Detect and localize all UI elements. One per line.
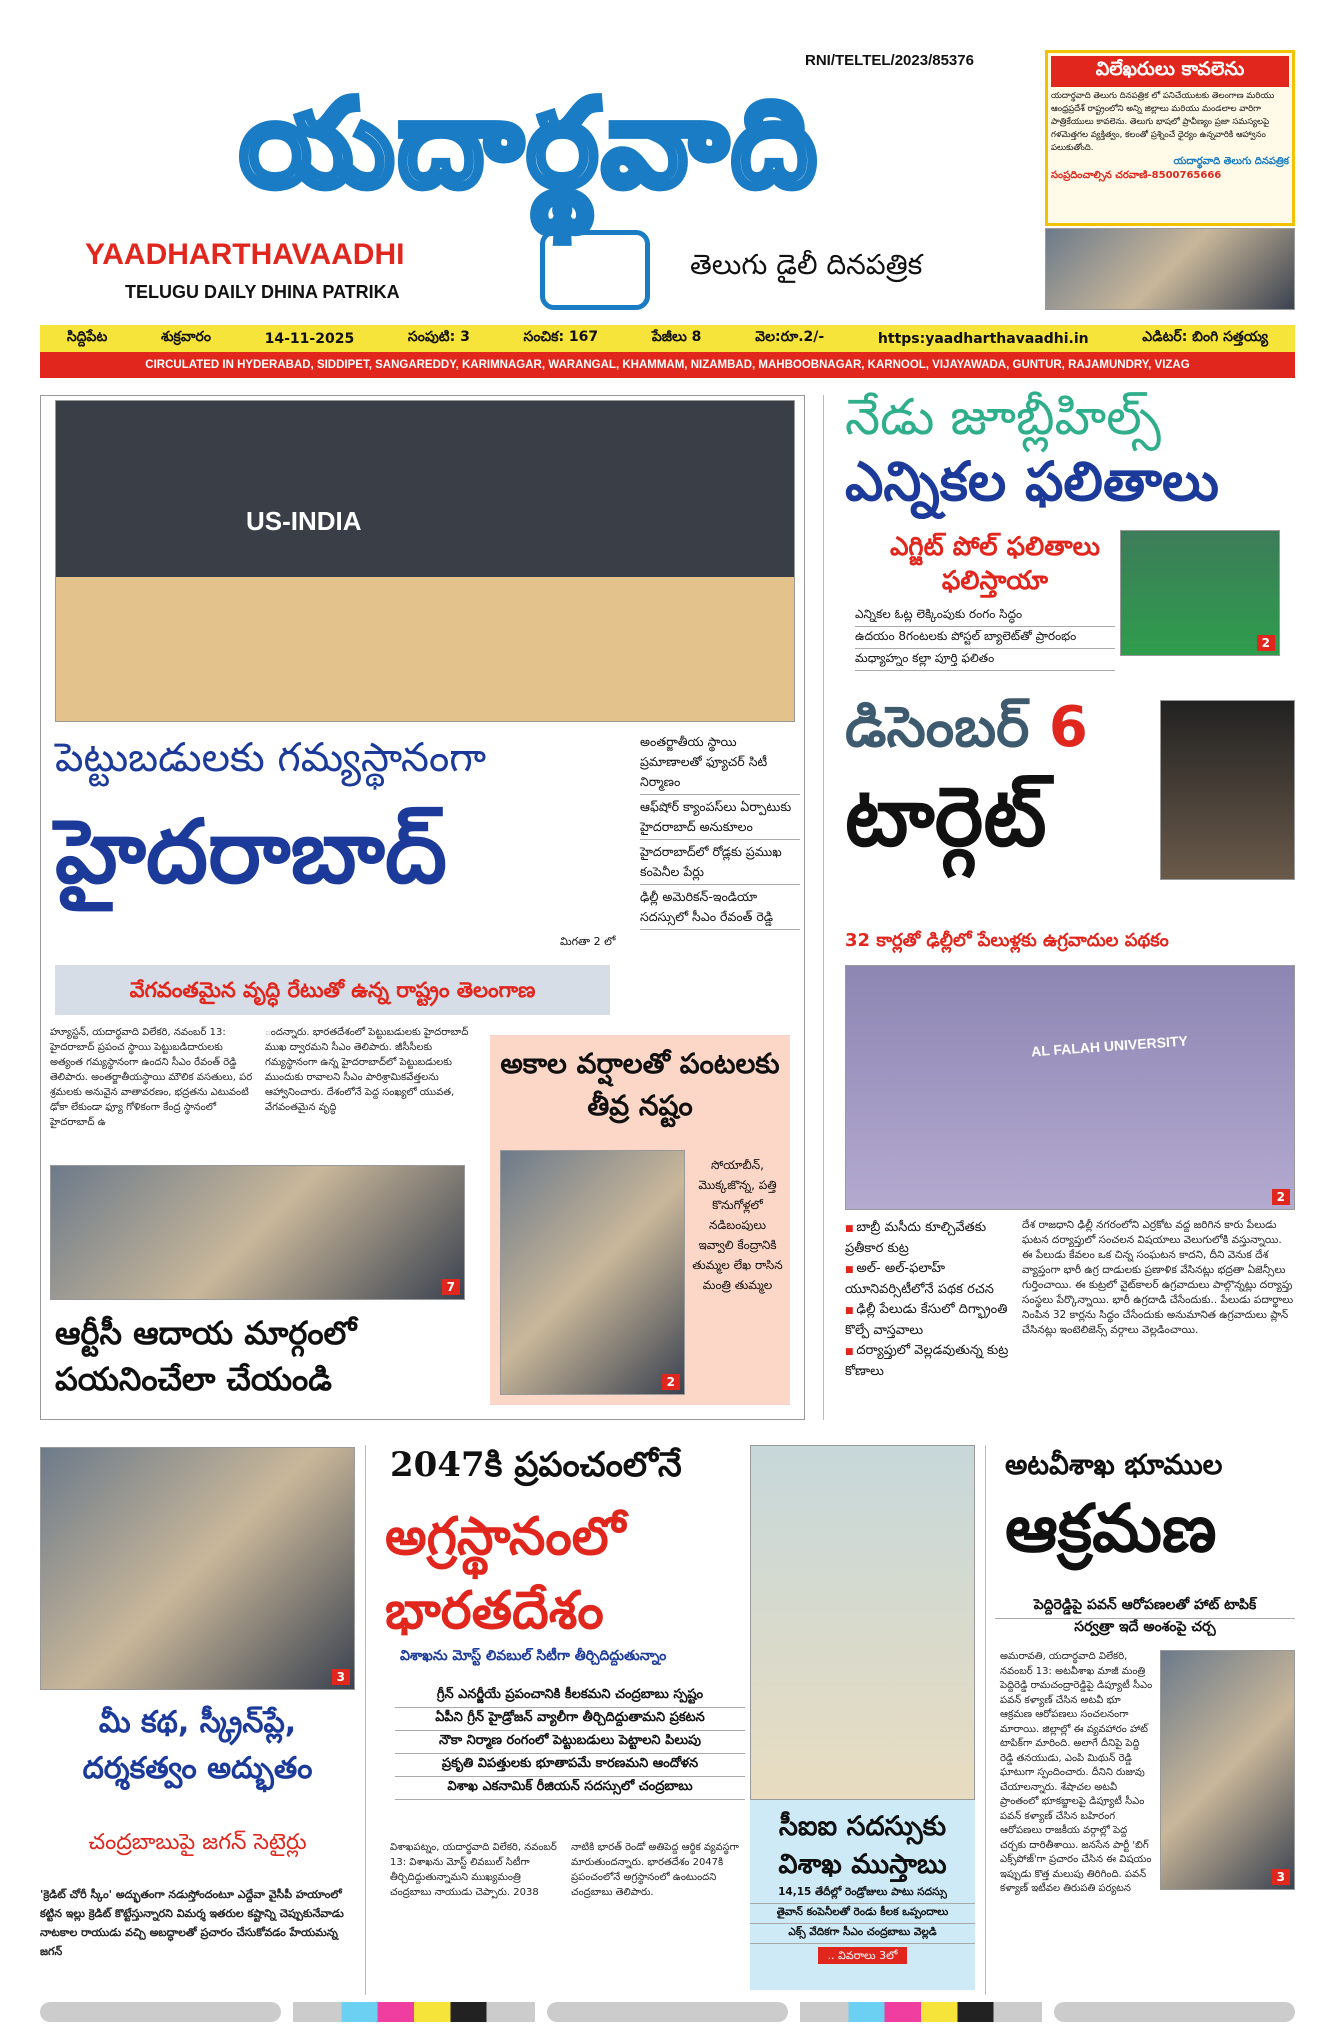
info-item: పేజీలు 8 xyxy=(651,329,702,345)
photo-banner-text: US-INDIA xyxy=(246,506,362,536)
print-color-strip xyxy=(40,2002,1295,2022)
minister-photo xyxy=(500,1150,685,1395)
info-item: సంచిక: 167 xyxy=(523,329,599,345)
ad-contact: సంప్రదించాల్సిన చరవాణి-8500765666 xyxy=(1051,170,1222,181)
ad-title: విలేఖరులు కావలెను xyxy=(1051,56,1289,87)
target-headline: టార్గెట్ xyxy=(845,770,1047,865)
cii-box xyxy=(750,1800,975,1990)
forest-headline: ఆక్రమణ xyxy=(1005,1490,1217,1567)
jagan-photo xyxy=(40,1447,355,1690)
university-sign: AL FALAH UNIVERSITY xyxy=(1030,1032,1189,1060)
ad-photo xyxy=(1045,228,1295,310)
page-ref: 2 xyxy=(1257,635,1275,651)
telugu-subtitle: తెలుగు డైలీ దినపత్రిక xyxy=(690,248,923,281)
blast-photo xyxy=(1160,700,1295,880)
reporters-wanted-ad xyxy=(1045,50,1295,226)
lead-body-col2: ందన్నారు. భారతదేశంలో పెట్టుబడులకు హైదరాబాద్ ముఖ ద్వారమని సీఎం తెలిపారు. జీసీసీలకు గమ్యస్థానంగా ఉన్న హైదరాబాద్‌లో పెట్టుబడులకు ముందుకు రావాలని సీఎం పారిశ్రామికవేత్తలను ఆహ్వానించారు. దేశంలోనే పెద్ద సంఖ్యలో యువత, వేగవంతమైన వృద్ధి xyxy=(265,1027,469,1113)
list-item: ఎక్స్ వేదికగా సీఎం చంద్రబాబు వెల్లడి xyxy=(750,1924,975,1944)
lead-photo xyxy=(55,400,795,722)
page-ref: 2 xyxy=(1272,1189,1290,1205)
ad-sign: యదార్థవాది తెలుగు దినపత్రిక xyxy=(1173,156,1289,167)
list-item: అంతర్జాతీయ స్థాయి ప్రమాణాలతో ఫ్యూచర్ సిటీ నిర్మాణం xyxy=(640,730,800,795)
circulation-bar: CIRCULATED IN HYDERABAD, SIDDIPET, SANGAREDDY, KARIMNAGAR, WARANGAL, KHAMMAM, NIZAMBAD, MAHBOOBNAGAR, KARNOOL, VIJAYAWADA, GUNTUR, RAJAMUNDRY, VIZAG xyxy=(40,352,1295,378)
rtc-headline: ఆర్టీసీ ఆదాయ మార్గంలో పయనించేలా చేయండి xyxy=(55,1314,357,1398)
delhi-body: దేశ రాజధాని ఢిల్లీ నగరంలోని ఎర్రకోట వద్ద జరిగిన కారు పేలుడు ఘటన దర్యాప్తులో సంచలన విషయాలు వెలుగులోకి వస్తున్నాయి. ఈ పేలుడు కేవలం ఒక చిన్న సంఘటన కాదని, దీని వెనుక దేశ వ్యాప్తంగా భారీ ఉగ్ర దాడులకు ప్రణాళిక వేసినట్లు భద్రతా ఏజెన్సీలు గుర్తించాయి. ఈ కుట్రలో వైట్‌కాలర్ ఉగ్రవాదులు పాల్గొన్నట్లు దర్యాప్తు సంస్థలు పేర్కొన్నాయి. భారీ ఉగ్రదాడి చేసేందుకు.. పేలుడు పదార్థాలు నింపిన 32 కార్లను సిద్ధం చేసేందుకు అనుమానిత ఉగ్రవాదులు ప్లాన్ చేసినట్లు ఇంటెలిజెన్స్ వర్గాలు వెల్లడించాయి. xyxy=(1022,1219,1294,1336)
list-item: ■ బాబ్రీ మసీదు కూల్చివేతకు ప్రతీకార కుట్ర xyxy=(845,1218,1015,1259)
jagan-body: 'క్రెడిట్ చోరీ స్కీం' అద్భుతంగా నడుస్తోందంటూ ఎద్దేవా వైసీపీ హయాంలో కట్టిన ఇల్లు క్రెడిట్ కొట్టేస్తున్నారని విమర్శ ఇతరుల కష్టాన్ని చెప్పుకునేవాడు నాటకాల రాయుడు వచ్చి అబద్ధాలతో ప్రచారం చేసుకోవడం హేయమన్న జగన్ xyxy=(40,1888,344,1958)
cm-photo xyxy=(750,1445,975,1800)
december-date: 6 xyxy=(1048,695,1088,760)
rain-summary: సోయాబీన్, మొక్కజొన్న, పత్తి కొనుగోళ్లలో నడిబంపులు ఇవ్వాలి కేంద్రానికి తుమ్మల లేఖ రాసిన మంత్రి తుమ్మల xyxy=(692,1158,783,1292)
column-divider xyxy=(823,395,824,1420)
cii-points xyxy=(750,1884,975,1944)
india2047-body: విశాఖపట్నం, యదార్థవాది విలేకరి, నవంబర్ 13: విశాఖను మోస్ట్ లివబుల్ సిటీగా తీర్చిదిద్దుతున్నామని ముఖ్యమంత్రి చంద్రబాబు నాయుడు చెప్పారు. 2038 నాటికి భారత్ రెండో అతిపెద్ద ఆర్థిక వ్యవస్థగా మారుతుందన్నారు. భారతదేశం 2047కి ప్రపంచంలోనే అగ్రస్థానంలో ఉంటుందని చంద్రబాబు తెలిపారు. xyxy=(390,1842,739,1898)
jubilee-line2: ఎన్నికల ఫలితాలు xyxy=(845,450,1219,513)
lead-continued: మిగతా 2 లో xyxy=(560,935,616,948)
english-name: YAADHARTHAVAADHI xyxy=(85,238,405,271)
list-item: తైవాన్ కంపెనీలతో రెండు కీలక ఒప్పందాలు xyxy=(750,1904,975,1924)
list-item: విశాఖ ఎకనామిక్ రీజియన్ సదస్సులో చంద్రబాబు xyxy=(395,1777,745,1800)
rain-headline: అకాల వర్షాలతో పంటలకు తీవ్ర నష్టం xyxy=(500,1047,780,1122)
list-item: ■ ఢిల్లీ పేలుడు కేసులో దిగ్భ్రాంతి కొల్పే వాస్తవాలు xyxy=(845,1300,1015,1341)
jagan-headline: మీ కథ, స్క్రీన్‌ప్లే, దర్శకత్వం అద్భుతం xyxy=(82,1705,313,1786)
university-photo xyxy=(845,965,1295,1210)
rtc-photo xyxy=(50,1165,465,1300)
india2047-kicker: 2047కి ప్రపంచంలోనే xyxy=(390,1445,682,1485)
india2047-points xyxy=(395,1685,745,1800)
december-kicker: డిసెంబర్ 6 xyxy=(845,695,1088,760)
counting-photo xyxy=(1120,530,1280,656)
list-item: ఉదయం 8గంటలకు పోస్టల్ బ్యాలెట్‌తో ప్రారంభం xyxy=(855,627,1115,649)
delhi-points xyxy=(845,1218,1015,1382)
column-divider xyxy=(365,1445,366,1995)
column-divider xyxy=(985,1445,986,1995)
forest-kicker: అటవీశాఖ భూముల xyxy=(1005,1448,1223,1481)
info-item: సంపుటి: 3 xyxy=(407,329,470,345)
info-item: సిద్దిపేట xyxy=(66,329,108,345)
list-item: నౌకా నిర్మాణ రంగంలో పెట్టుబడులు పెట్టాలని పిలుపు xyxy=(395,1731,745,1754)
list-item: 14,15 తేదీల్లో రెండ్రోజులు పాటు సదస్సు xyxy=(750,1884,975,1904)
info-item: ఎడిటర్: బింగి సత్తయ్య xyxy=(1142,329,1269,345)
masthead-logo: యదార్థవాది xyxy=(239,75,821,214)
delhi-subhead: 32 కార్లతో ఢిల్లీలో పేలుళ్లకు ఉగ్రవాదుల పథకం xyxy=(845,930,1169,951)
ad-body: యదార్థవాది తెలుగు దినపత్రిక లో పనిచేయుటకు తెలంగాణ మరియు ఆంధ్రప్రదేశ్ రాష్ట్రంలోని అన్ని జిల్లాలు మరియు మండలాల వారిగా పాత్రికేయులు కావలెను. తెలుగు భాషలో ప్రావీణ్యం ప్రజా సమస్యలపై గళమెత్తగల వ్యక్తిత్వం, కలంతో ప్రశ్నించే ధైర్యం ఉన్నవారికి ఆహ్వానం పలుకుతోంది. xyxy=(1051,91,1275,153)
page-ref: 7 xyxy=(442,1279,460,1295)
lead-body-col1: హ్యూస్టన్, యదార్థవాది విలేకరి, నవంబర్ 13: హైదరాబాద్ ప్రపంచ స్థాయి పెట్టుబడిదారులకు అత్యంత గమ్యస్థానంగా ఉందని సీఎం రేవంత్ రెడ్డి తెలిపారు. అంతర్జాతీయస్థాయి మౌలిక వసతులు, పర శ్రమలకు అనువైన వాతావరణం, భద్రతను ఎటువంటి ఢోకా లేకుండా ఫ్యూ గోళికంగా కేంద్ర స్థానంలో హైదరాబాద్ ఉ xyxy=(50,1027,253,1128)
list-item: ఎన్నికల ఓట్ల లెక్కింపుకు రంగం సిద్ధం xyxy=(855,605,1115,627)
info-bar xyxy=(40,325,1295,352)
india2047-subhead: విశాఖను మోస్ట్ లివబుల్ సిటీగా తీర్చిదిద్దుతున్నాం xyxy=(400,1648,667,1664)
info-item: 14-11-2025 xyxy=(264,330,355,347)
exit-poll-subhead: ఎగ్జిట్ పోల్ ఫలితాలు ఫలిస్తాయా xyxy=(889,532,1101,596)
lead-kicker: పెట్టుబడులకు గమ్యస్థానంగా xyxy=(55,735,487,781)
lead-subhead: వేగవంతమైన వృద్ధి రేటుతో ఉన్న రాష్ట్రం తెలంగాణ xyxy=(55,965,610,1015)
list-item: ప్రకృతి విపత్తులకు భూతాపమే కారణమని ఆందోళన xyxy=(395,1754,745,1777)
list-item: ఢిల్లీ అమెరికన్-ఇండియా సదస్సులో సీఎం రేవంత్ రెడ్డి xyxy=(640,885,800,930)
cii-headline: సీఐఐ సదస్సుకు విశాఖ ముస్తాబు xyxy=(778,1811,947,1880)
jagan-subhead: చంద్రబాబుపై జగన్ సెటైర్లు xyxy=(88,1830,307,1855)
list-item: హైదరాబాద్‌లో రోడ్లకు ప్రముఖ కంపెనీల పేర్లు xyxy=(640,840,800,885)
jubilee-points xyxy=(855,605,1115,671)
page-ref: 2 xyxy=(662,1374,680,1390)
list-item: మధ్యాహ్నం కల్లా పూర్తి ఫలితం xyxy=(855,649,1115,671)
info-item: https:yaadharthavaadhi.in xyxy=(877,330,1089,347)
forest-subheads: పెద్దిరెడ్డిపై పవన్ ఆరోపణలతో హాట్ టాపిక్ సర్వత్రా ఇదే అంశంపై చర్చ xyxy=(995,1595,1295,1638)
lead-headline: హైదరాబాద్ xyxy=(55,800,447,903)
logo-emblem-icon xyxy=(540,230,650,310)
lead-points xyxy=(640,730,800,930)
english-subtitle: TELUGU DAILY DHINA PATRIKA xyxy=(125,282,400,302)
india2047-headline: అగ్రస్థానంలో భారతదేశం xyxy=(385,1507,626,1641)
list-item: ఏపీని గ్రీన్ హైడ్రోజన్ వ్యాలీగా తీర్చిదిద్దుతామని ప్రకటన xyxy=(395,1708,745,1731)
rain-box xyxy=(490,1035,790,1405)
page-ref: 3 xyxy=(332,1669,350,1685)
list-item: ■ దర్యాప్తులో వెల్లడవుతున్న కుట్ర కోణాలు xyxy=(845,1341,1015,1382)
list-item: గ్రీన్ ఎనర్జీయే ప్రపంచానికి కీలకమని చంద్రబాబు స్పష్టం xyxy=(395,1685,745,1708)
cii-continued-link[interactable]: .. వివరాలు 3లో xyxy=(818,1947,908,1964)
rni-number: RNI/TELTEL/2023/85376 xyxy=(805,52,974,69)
list-item: ఆఫ్‌షోర్ క్యాంపస్‌లు ఏర్పాటుకు హైదరాబాద్ అనుకూలం xyxy=(640,795,800,840)
info-item: వెల:రూ.2/- xyxy=(755,329,825,345)
jubilee-line1: నేడు జూబ్లీహిల్స్ xyxy=(845,388,1161,446)
page-ref: 3 xyxy=(1272,1869,1290,1885)
forest-body: అమరావతి, యదార్థవాది విలేకరి, నవంబర్ 13: అటవీశాఖ మాజీ మంత్రి పెద్దిరెడ్డి రామచంద్రారెడ్డిపై డిప్యూటీ సీఎం పవన్ కళ్యాణ్ చేసిన అటవీ భూ ఆక్రమణ ఆరోపణలు సంచలనంగా మారాయి. జిల్లాల్లో ఈ వ్యవహారం హాట్ టాపిక్‌గా మారింది. అలాగే దీనిపై పెద్ది రెడ్డి తనయుడు, ఎంపి మిథున్ రెడ్డి ఘాటుగా స్పందించారు. దీనిని రుజువు చేయాలన్నారు. శేషాచల అటవీ ప్రాంతంలో భూకబ్జాలపై డిప్యూటీ సీఎం పవన్ కళ్యాణ్ చేసిన బహిరంగ ఆరోపణలు రాజకీయ వర్గాల్లో పెద్ద చర్చకు దారితీశాయి. జనసేన పార్టీ 'బిగ్ ఎక్స్‌పోజ్'గా ప్రచారం చేసిన ఈ విషయం ఇప్పుడు కొత్త మలుపు తిరిగింది. పవన్ కళ్యాణ్ ఇటీవల తిరుపతి పర్యటన xyxy=(1000,1651,1153,1894)
info-item: శుక్రవారం xyxy=(161,329,211,345)
list-item: ■ అల్- అల్-ఫలాహ్ యూనివర్సిటీలోనే పథక రచన xyxy=(845,1259,1015,1300)
